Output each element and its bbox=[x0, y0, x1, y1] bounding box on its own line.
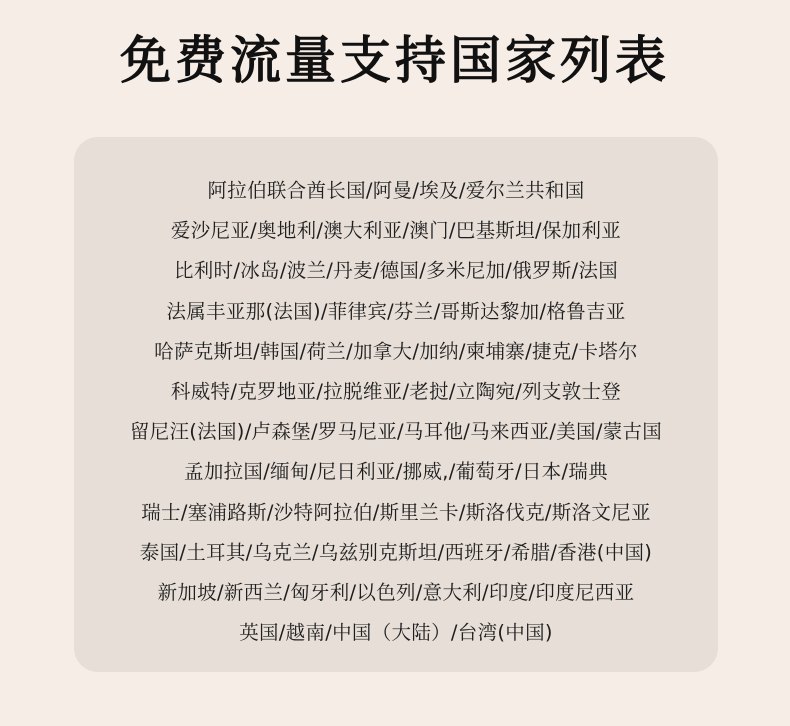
country-list-line: 比利时/冰岛/波兰/丹麦/德国/多米尼加/俄罗斯/法国 bbox=[173, 259, 619, 283]
country-list-line: 爱沙尼亚/奥地利/澳大利亚/澳门/巴基斯坦/保加利亚 bbox=[170, 219, 622, 243]
country-list-card bbox=[74, 137, 718, 672]
country-list-line: 法属丰亚那(法国)/菲律宾/芬兰/哥斯达黎加/格鲁吉亚 bbox=[166, 299, 626, 323]
country-list-line: 留尼汪(法国)/卢森堡/罗马尼亚/马耳他/马来西亚/美国/蒙古国 bbox=[129, 420, 663, 444]
country-list-line: 哈萨克斯坦/韩国/荷兰/加拿大/加纳/柬埔寨/捷克/卡塔尔 bbox=[154, 339, 638, 363]
country-list-line: 英国/越南/中国（大陆）/台湾(中国) bbox=[239, 621, 553, 645]
country-list-line: 泰国/土耳其/乌克兰/乌兹别克斯坦/西班牙/希腊/香港(中国) bbox=[139, 540, 653, 564]
country-list-line: 新加坡/新西兰/匈牙利/以色列/意大利/印度/印度尼西亚 bbox=[157, 580, 635, 604]
country-list-line: 科威特/克罗地亚/拉脱维亚/老挝/立陶宛/列支敦士登 bbox=[170, 379, 622, 403]
country-list-line: 孟加拉国/缅甸/尼日利亚/挪威,/葡萄牙/日本/瑞典 bbox=[184, 460, 608, 484]
page-title: 免费流量支持国家列表 bbox=[119, 32, 670, 91]
country-list-line: 瑞士/塞浦路斯/沙特阿拉伯/斯里兰卡/斯洛伐克/斯洛文尼亚 bbox=[141, 500, 651, 524]
country-list-line: 阿拉伯联合酋长国/阿曼/埃及/爱尔兰共和国 bbox=[207, 179, 585, 202]
